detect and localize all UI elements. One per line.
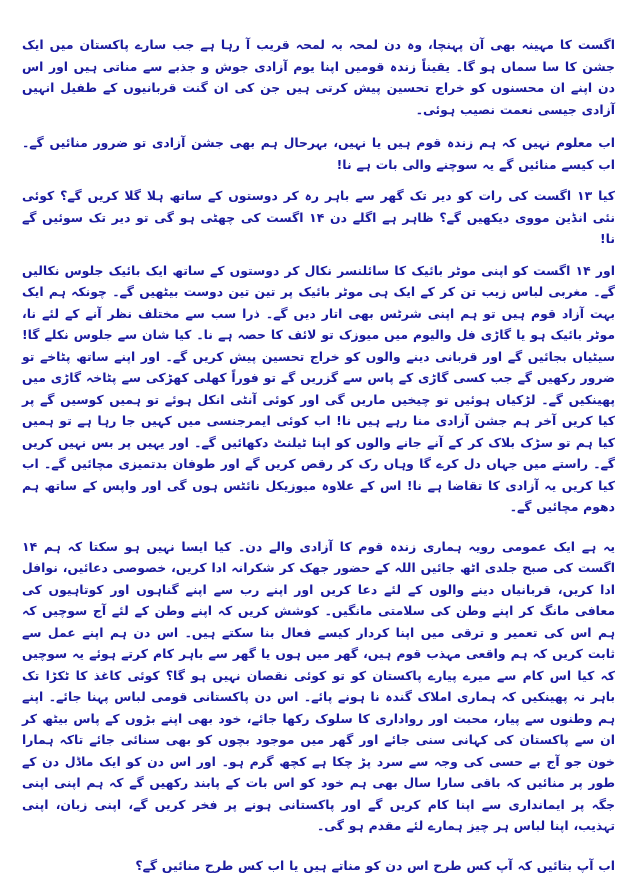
paragraph-bike-rally: اور ۱۴ اگست کو اپنی موٹر بائیک کا سائلنسر نکال کر دوستوں کے ساتھ ایک بائیک جلوس نکالیں گے۔ مغربی لباس زیب تن کر کے ایک ہی موٹر بائیک پر تین تین دوست بیٹھیں گے۔ چونکہ ہم ایک بہت آزاد قوم ہیں تو ہم اپنی شرٹس بھی اتار دیں گے۔ ذرا سب سے مختلف نظر آنے کے لئے نا، موٹر بائیک ہو یا گاڑی فل والیوم میں میوزک تو لائف کا حصہ ہے نا۔ کیا شان سے جلوس نکلے گا! سیٹیاں بجائیں گے اور قربانی دینے والوں کو خراج تحسین پیش کریں گے۔ اور اپنے ساتھ پٹاخے تو ضرور رکھیں گے جب کسی گاڑی کے پاس سے گزریں گے تو فوراً کھلی کھڑکی سے پٹاخہ گاڑی میں پھینکیں گے۔ لڑکیاں ہوئیں تو چیخیں ماریں گی اور کوئی آنٹی انکل ہوئے تو ہمیں کوسیں گے پر کیا کریں آخر ہم جشن آزادی منا رہے ہیں نا! اب کوئی ایمرجنسی میں کہیں جا رہا ہے تو ہمیں کیا ہم تو سڑک بلاک کر کے آنے جانے والوں کو اپنا ٹیلنٹ دکھائیں گے۔ اور یہیں پر بس نہیں کریں گے۔ راستے میں جہاں دل کرے گا وہاں رک کر رقص کریں گے اور طوفان بدتمیزی مچائیں گے۔ اب کیا کریں یہ آزادی کا تقاضا ہے نا! اس کے علاوہ میوزیکل نائٹس ہوں گی اور واپس کے ساتھ ہم دھوم مچائیں گے۔ (22, 260, 615, 518)
paragraph-ideal-celebration: یہ ہے ایک عمومی رویہ ہماری زندہ قوم کا آزادی والے دن۔ کیا ایسا نہیں ہو سکتا کہ ہم ۱۴ اگست کی صبح جلدی اٹھ جائیں اللہ کے حضور جھک کر شکرانہ ادا کریں، خصوصی دعائیں، نوافل ادا کریں، قربانیاں دینے والوں کے لئے دعا کریں اور اپنے رب سے اپنے گناہوں اور کوتاہیوں کی معافی مانگ کر اپنے وطن کی سلامتی مانگیں۔ کوشش کریں کہ اپنے وطن کے لئے آج سوچیں کہ ہم اس کی تعمیر و ترقی میں اپنا کردار کیسے فعال بنا سکتے ہیں۔ اس دن ہم اپنے عمل سے ثابت کریں کہ ہم واقعی مہذب قوم ہیں، گھر میں ہوں یا گھر سے باہر کام کرتے ہوئے یہ سوچیں کہ کیا اس کام سے میرے پیارے پاکستان کو تو کوئی نقصان نہیں ہو گا؟ کوئی کاغذ کا ٹکڑا تک باہر نہ پھینکیں کہ ہماری املاک گندہ نا ہونے پائے۔ اس دن پاکستانی قومی لباس پہنا جائے۔ اپنے ہم وطنوں سے پیار، محبت اور رواداری کا سلوک رکھا جائے، خود بھی اپنے بڑوں کے پاس بیٹھ کر ان سے پاکستان کی کہانی سنی جائے اور گھر میں موجود بچوں کو بھی سنائی جائے تاکہ ہمارا خون جو آج بے حسی کی وجہ سے سرد پڑ چکا ہے کچھ گرم ہو۔ اور اس دن کو ایک ماڈل دن کے طور پر منائیں کہ باقی سارا سال بھی ہم خود کو اس بات کے پابند رکھیں گے کہ ہم اپنی اپنی جگہ پر ایمانداری سے اپنا کام کریں گے اور پاکستانی ہونے پر فخر کریں گے، اپنی زبان، اپنی تہذیب، اپنا لباس ہر چیز ہمارے لئے مقدم ہو گی۔ (22, 536, 615, 837)
paragraph-night-before: کیا ۱۳ اگست کی رات کو دیر تک گھر سے باہر رہ کر دوستوں کے ساتھ ہلا گلا کریں گے؟ کوئی نئی انڈین مووی دیکھیں گے؟ ظاہر ہے اگلے دن ۱۴ اگست کی چھٹی ہو گی تو دیر تک سوئیں گے نا! (22, 185, 615, 250)
paragraph-intro: اگست کا مہینہ بھی آن پہنچا، وہ دن لمحہ بہ لمحہ قریب آ رہا ہے جب سارے پاکستان میں ایک جشن کا سا سماں ہو گا۔ یقیناً زندہ قومیں اپنا یوم آزادی جوش و جذبے سے مناتی ہیں اور اس دن اپنے ان محسنوں کو خراج تحسین پیش کرتی ہیں جن کی ان گنت قربانیوں کے طفیل انہیں آزادی جیسی نعمت نصیب ہوئی۔ (22, 34, 615, 120)
paragraph-closing-question: اب آپ بتائیں کہ آپ کس طرح اس دن کو مناتے ہیں یا اب کس طرح منائیں گے؟ (22, 855, 615, 876)
paragraph-living-nation: اب معلوم نہیں کہ ہم زندہ قوم ہیں یا نہیں، بہرحال ہم بھی جشن آزادی تو ضرور منائیں گے۔ اب کیسے منائیں گے یہ سوچنے والی بات ہے نا! (22, 132, 615, 175)
